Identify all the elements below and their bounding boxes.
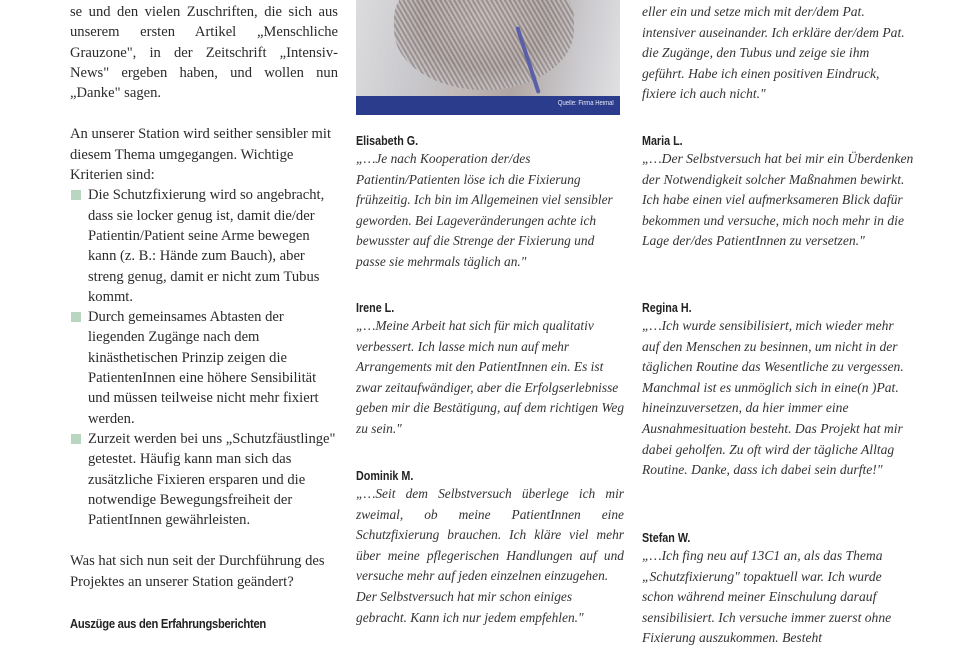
report-quote: „…Ich fing neu auf 13C1 an, als das Thema „Schutzfixierung" topaktuell war. Ich wurde schon während meiner Einschulung darauf sensibilisiert. Ich versuche immer zuerst ohne Fixierung auszukommen. Besteht [642,548,892,646]
section-subheading: Auszüge aus den Erfahrungsberichten [70,616,266,632]
report-entry [356,468,624,628]
report-author: Elisabeth G. [356,134,419,148]
report-quote-continued: Der Selbstversuch hat mir schon einiges gebracht. Kann ich nur jedem empfehlen." [356,588,584,625]
report-author: Regina H. [642,301,692,315]
criteria-item: Die Schutzfixierung wird so angebracht, dass sie locker genug ist, damit die/der Patientin/Patient seine Arme bewegen kann (z. B.: Hände zum Bauch), aber streng genug, damit er nicht zum Tubus kommt. [70,185,338,307]
station-paragraph: An unserer Station wird seither sensibler mit diesem Thema umgegangen. Wichtige Kriterien sind: [70,126,332,184]
report-quote-continued: eller ein und setze mich mit der/dem Pat. intensiver auseinander. Ich erkläre der/dem Pat. die Zugänge, den Tubus und zeige sie ihm geführt. Habe ich einen positiven Eindruck, fixiere ich auch nicht." [642,4,905,102]
mitten-image [394,0,574,90]
report-entry [642,133,914,252]
square-bullet-icon [71,190,81,200]
report-quote: „…Je nach Kooperation der/des Patientin/Patienten löse ich die Fixierung frühzeitig. Ich bin im Allgemeinen viel sensibler geworden. Bei Lageveränderungen achte ich bewusster auf die Strenge der Fixierung und passe sie mehrmals täglich an." [356,151,613,269]
report-author: Dominik M. [356,469,414,483]
criteria-list [70,185,338,530]
report-author: Stefan W. [642,531,691,545]
left-column [70,2,338,634]
report-entry [642,300,914,481]
question-paragraph: Was hat sich nun seit der Durchführung des Projektes an unserer Station geändert? [70,553,325,590]
report-entry [642,530,914,649]
photo-caption: Quelle: Firma Heimal [558,100,614,107]
report-entry [356,300,624,440]
middle-column [356,0,625,625]
glove-photo [356,0,620,115]
criteria-item: Zurzeit werden bei uns „Schutzfäustlinge" getestet. Häufig kann man sich das zusätzliche Fixieren ersparen und die notwendige Bewegungsfreiheit der PatientInnen gewährleisten. [70,429,338,530]
report-quote: „…Ich wurde sensibilisiert, mich wieder mehr auf den Menschen zu besinnen, um nicht in der täglichen Routine das Wesentliche zu vergessen. Manchmal ist es unmöglich sich in eine(n )Pat. hineinzuversetzen, da hier immer eine Ausnahmesituation besteht. Das Projekt hat mir dabei geholfen. Zu oft wird der tägliche Alltag Routine. Danke, dass ich dabei sein durfte!" [642,318,904,478]
report-quote: „…Seit dem Selbstversuch überlege ich mir zweimal, ob meine PatientInnen eine Schutzfixierung brauchen. Ich kläre viel mehr über meine pflegerischen Handlungen auf und versuche mehr auf jeden einzelnen einzugehen. [356,486,624,584]
report-quote: „…Der Selbstversuch hat bei mir ein Überdenken der Notwendigkeit solcher Maßnahmen bewirkt. Ich habe einen viel aufmerksameren Blick dafür bekommen und versuche, mich noch mehr in die Lage der/des PatientInnen zu versetzen." [642,151,914,249]
criteria-item: Durch gemeinsames Abtasten der liegenden Zugänge nach dem kinästhetischen Prinzip zeigen die PatientenInnen eine höhere Sensibilität und müssen teilweise nicht mehr fixiert werden. [70,307,338,429]
report-author: Maria L. [642,134,683,148]
intro-paragraph: se und den vielen Zuschriften, die sich aus unserem ersten Artikel „Menschliche Grauzone", in der Zeitschrift „Intensiv-News" ergeben haben, und wollen nun „Danke" sagen. [70,4,338,102]
square-bullet-icon [71,312,81,322]
photo-caption-band [356,96,620,115]
report-continuation [642,2,914,105]
report-entry [356,133,624,273]
report-quote: „…Meine Arbeit hat sich für mich qualitativ verbessert. Ich lasse mich nun auf mehr Arrangements mit den PatientInnen ein. Es ist zwar zeitaufwändiger, aber die Erfolgserlebnisse geben mir die Bestätigung, auf dem richtigen Weg zu sein." [356,318,625,436]
report-author: Irene L. [356,301,395,315]
square-bullet-icon [71,434,81,444]
